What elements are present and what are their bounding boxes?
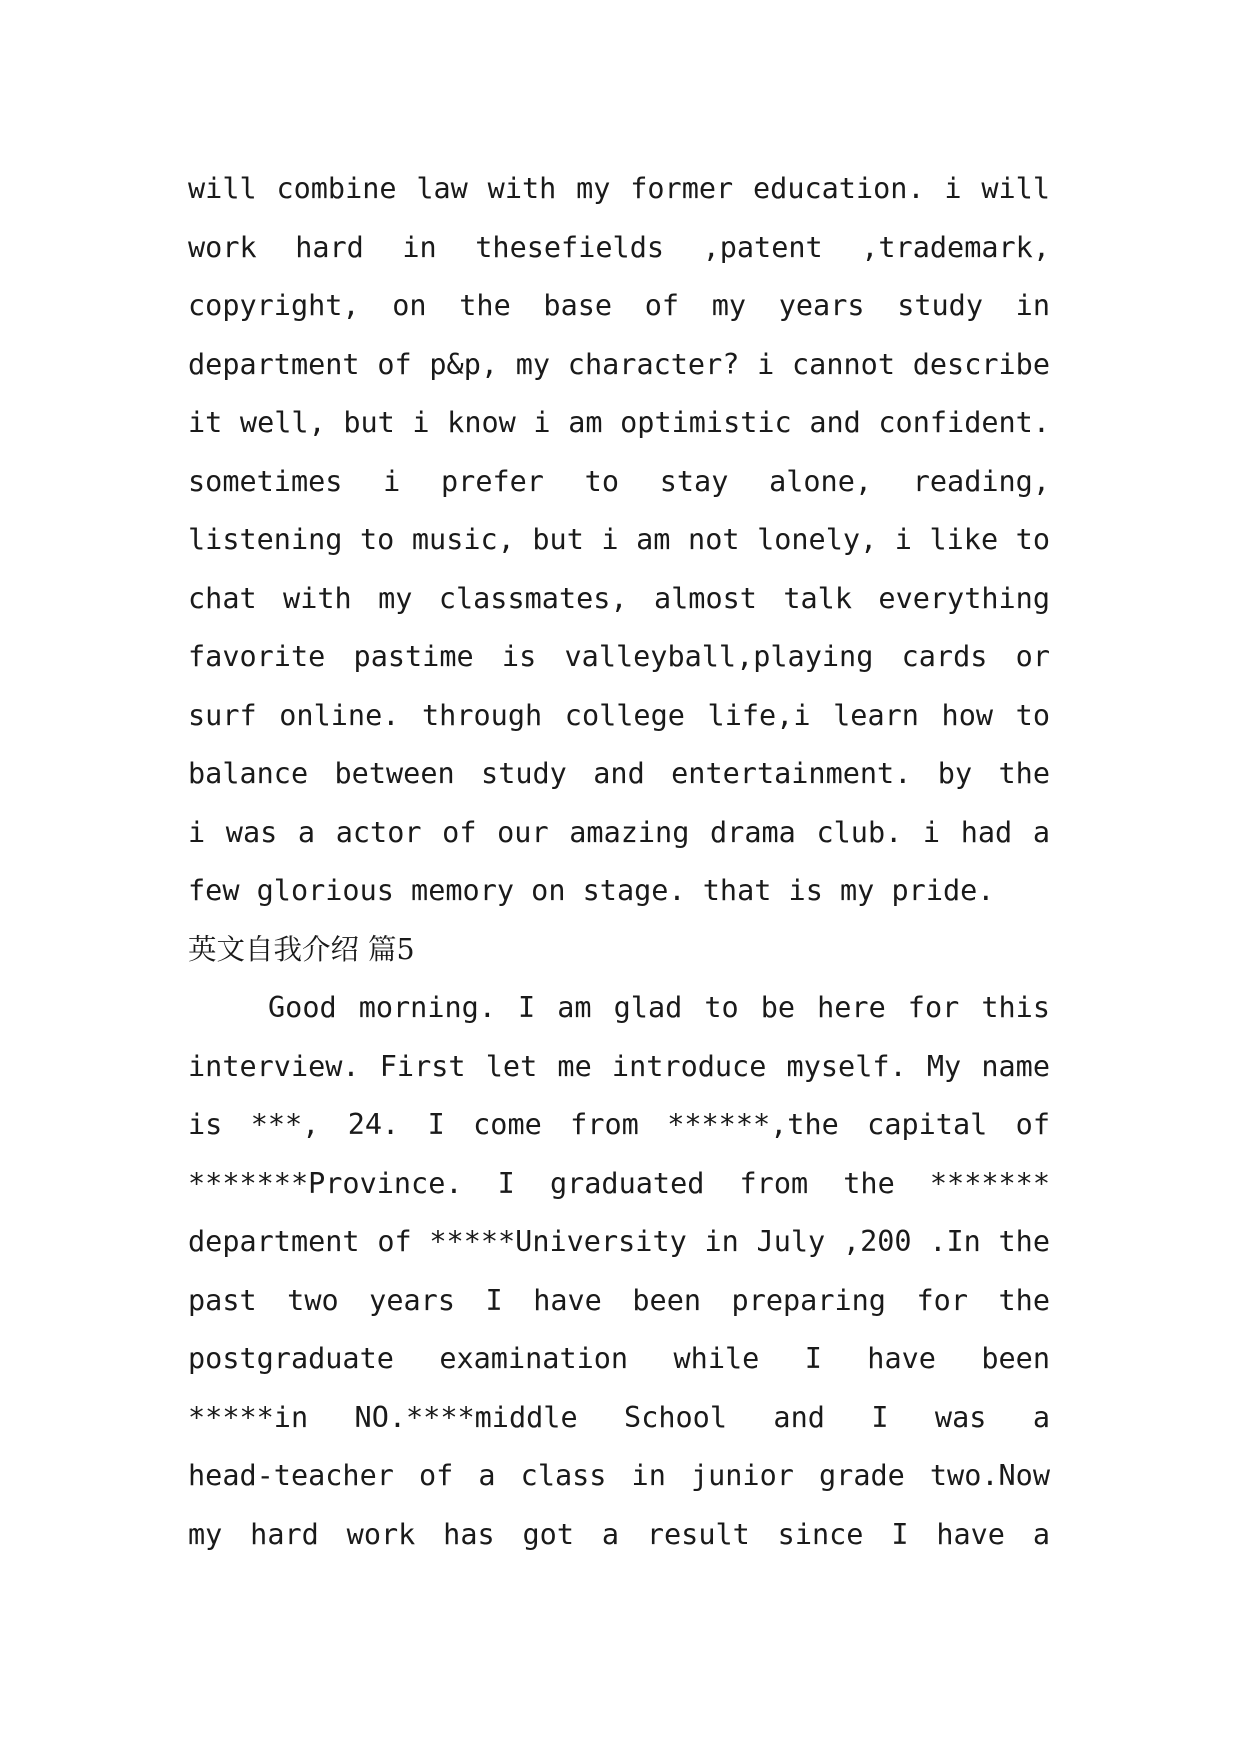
section-heading: 英文自我介绍 篇5 (188, 932, 415, 966)
text-line: Good morning. I am glad to be here for this (268, 991, 1050, 1024)
text-line: will combine law with my former education. i will (188, 172, 1050, 205)
text-line: i was a actor of our amazing drama club. i had a (188, 815, 1050, 849)
document-page (188, 160, 1050, 1564)
text-line: my hard work has got a result since I have a (188, 1517, 1050, 1551)
text-line: is ***, 24. I come from ******,the capital of (188, 1108, 1050, 1141)
text-line: sometimes i prefer to stay alone, reading, (188, 464, 1050, 498)
text-line: favorite pastime is valleyball,playing cards or (188, 640, 1050, 673)
text-line: work hard in thesefields ,patent ,trademark, (188, 230, 1050, 264)
text-line: chat with my classmates, almost talk everything (188, 581, 1050, 615)
text-line: *******Province. I graduated from the ******* (188, 1166, 1050, 1200)
text-line: interview. First let me introduce myself. My name (188, 1049, 1050, 1083)
text-line: department of *****University in July ,200 .In the (188, 1225, 1050, 1258)
text-line: balance between study and entertainment. by the (188, 757, 1050, 790)
text-line: *****in NO.****middle School and I was a (188, 1400, 1050, 1434)
text-line: listening to music, but i am not lonely, i like to (188, 523, 1050, 556)
text-line: it well, but i know i am optimistic and confident. (188, 406, 1050, 439)
text-line: copyright, on the base of my years study in (188, 289, 1050, 322)
previous-section-body (188, 160, 1050, 921)
section5-body (188, 979, 1050, 1564)
text-line: few glorious memory on stage. that is my pride. (188, 874, 995, 907)
text-line: surf online. through college life,i learn how to (188, 698, 1050, 732)
text-line: past two years I have been preparing for the (188, 1283, 1050, 1317)
text-line: postgraduate examination while I have been (188, 1342, 1050, 1375)
text-line: head-teacher of a class in junior grade two.Now (188, 1459, 1050, 1492)
text-line: department of p&p, my character? i cannot describe (188, 347, 1050, 381)
